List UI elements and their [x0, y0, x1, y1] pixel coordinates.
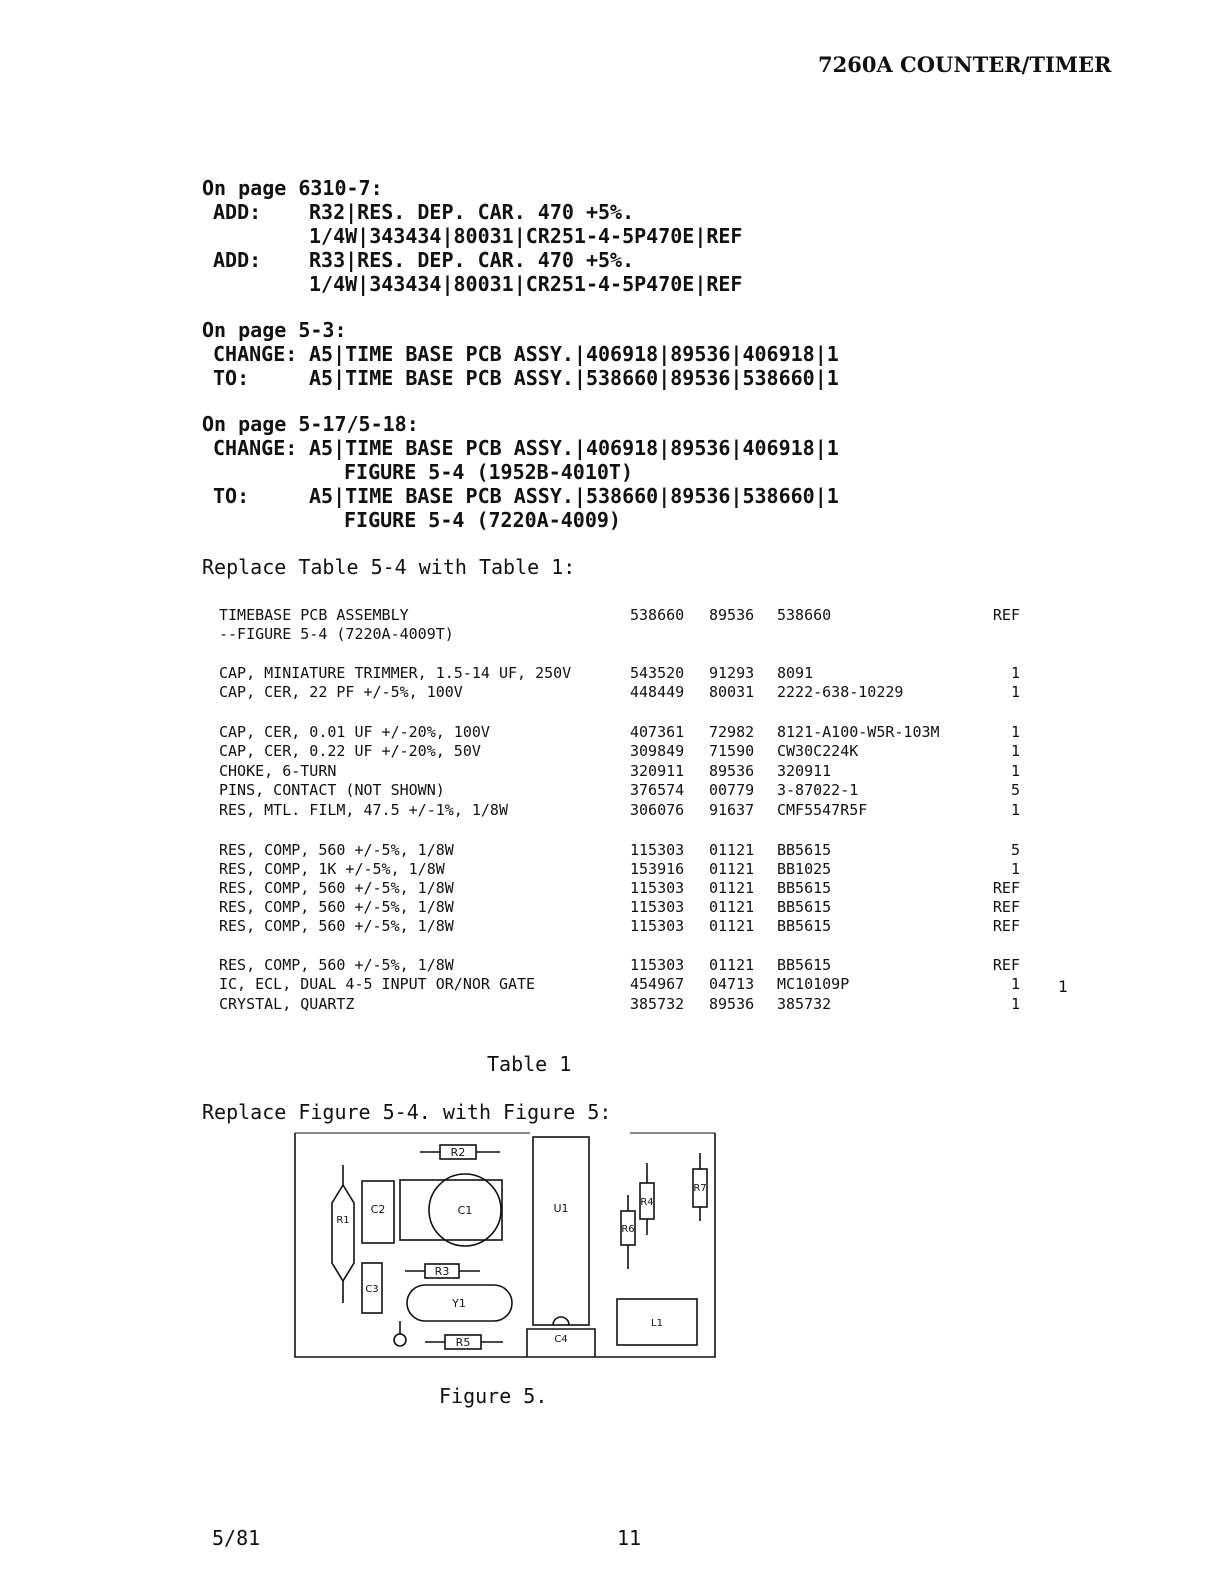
table-cell-mfr-part-number: 8091	[777, 664, 814, 682]
table-cell-mfr-part-number: BB5615	[777, 841, 832, 859]
table-cell-mfr-part-number: CMF5547R5F	[777, 801, 868, 819]
pcb-layout-diagram	[285, 1125, 725, 1365]
table-cell-part-description: CAP, CER, 0.22 UF +/-20%, 50V	[219, 742, 481, 760]
table-cell-mfr-code: 89536	[709, 762, 755, 780]
label-r1: R1	[336, 1215, 350, 1226]
table-cell-part-description: PINS, CONTACT (NOT SHOWN)	[219, 781, 445, 799]
table-cell-mfr-part-number: 2222-638-10229	[777, 683, 904, 701]
table-cell-part-number: 538660	[630, 606, 685, 624]
replace-table-instruction: Replace Table 5-4 with Table 1:	[202, 555, 576, 579]
table-cell-mfr-part-number: MC10109P	[777, 975, 850, 993]
table-cell-quantity: 1	[1010, 723, 1020, 741]
table-cell-quantity: 1	[1010, 860, 1020, 878]
table-cell-part-description: RES, COMP, 560 +/-5%, 1/8W	[219, 956, 454, 974]
line-text: 1/4W|343434|80031|CR251-4-5P470E|REF	[309, 224, 743, 248]
table-cell-part-description: IC, ECL, DUAL 4-5 INPUT OR/NOR GATE	[219, 975, 536, 993]
label-r3: R3	[434, 1265, 450, 1278]
line-label: TO:	[213, 484, 250, 508]
table-cell-mfr-code: 01121	[709, 841, 755, 859]
table-cell-part-description: CAP, CER, 0.01 UF +/-20%, 100V	[219, 723, 490, 741]
page-number: 11	[617, 1526, 642, 1550]
table-cell-part-number: 115303	[630, 879, 685, 897]
table-caption: Table 1	[487, 1052, 572, 1076]
section-heading: On page 5-3:	[202, 318, 347, 342]
line-label: ADD:	[213, 200, 262, 224]
label-c3: C3	[365, 1284, 379, 1295]
line-label: CHANGE:	[213, 342, 298, 366]
table-cell-part-number: 454967	[630, 975, 685, 993]
table-cell-part-description: RES, COMP, 1K +/-5%, 1/8W	[219, 860, 445, 878]
replace-figure-instruction: Replace Figure 5-4. with Figure 5:	[202, 1100, 612, 1124]
label-c1: C1	[457, 1204, 473, 1217]
line-text: A5|TIME BASE PCB ASSY.|538660|89536|538660|1	[309, 366, 839, 390]
table-cell-part-number: 448449	[630, 683, 685, 701]
table-cell-quantity: 1	[1010, 742, 1020, 760]
table-cell-mfr-code: 01121	[709, 898, 755, 916]
label-y1: Y1	[452, 1297, 466, 1310]
table-cell-mfr-part-number: BB5615	[777, 956, 832, 974]
table-cell-part-description: RES, COMP, 560 +/-5%, 1/8W	[219, 917, 454, 935]
label-u1: U1	[553, 1202, 569, 1215]
line-label: TO:	[213, 366, 250, 390]
table-cell-mfr-part-number: 385732	[777, 995, 832, 1013]
table-cell-mfr-code: 91293	[709, 664, 755, 682]
table-cell-mfr-part-number: 320911	[777, 762, 832, 780]
table-cell-quantity: REF	[992, 898, 1020, 916]
table-cell-quantity: 1	[1010, 762, 1020, 780]
table-cell-quantity: REF	[992, 956, 1020, 974]
line-label: CHANGE:	[213, 436, 298, 460]
table-cell-mfr-code: 01121	[709, 860, 755, 878]
line-label: ADD:	[213, 248, 262, 272]
table-cell-quantity: REF	[992, 606, 1020, 624]
table-cell-mfr-part-number: 8121-A100-W5R-103M	[777, 723, 940, 741]
stray-mark: 1	[1058, 977, 1068, 996]
label-r6: R6	[621, 1224, 635, 1235]
table-cell-quantity: 1	[1010, 683, 1020, 701]
table-cell-mfr-part-number: BB5615	[777, 898, 832, 916]
table-cell-mfr-code: 91637	[709, 801, 755, 819]
figure-caption: Figure 5.	[439, 1384, 548, 1408]
line-text: R33|RES. DEP. CAR. 470 +5%.	[309, 248, 635, 272]
table-cell-part-number: 115303	[630, 898, 685, 916]
label-r4: R4	[640, 1197, 654, 1208]
table-cell-part-number: 115303	[630, 841, 685, 859]
table-cell-quantity: 5	[1010, 841, 1020, 859]
table-cell-quantity: REF	[992, 879, 1020, 897]
table-cell-mfr-part-number: CW30C224K	[777, 742, 859, 760]
table-cell-quantity: 1	[1010, 664, 1020, 682]
table-cell-part-number: 543520	[630, 664, 685, 682]
table-cell-part-number: 407361	[630, 723, 685, 741]
table-cell-mfr-part-number: 538660	[777, 606, 832, 624]
table-cell-quantity: 1	[1010, 975, 1020, 993]
table-cell-mfr-part-number: BB5615	[777, 917, 832, 935]
document-header-title: 7260A COUNTER/TIMER	[818, 52, 1112, 77]
table-cell-part-number: 320911	[630, 762, 685, 780]
table-cell-part-description: RES, COMP, 560 +/-5%, 1/8W	[219, 898, 454, 916]
table-cell-mfr-code: 01121	[709, 917, 755, 935]
table-cell-part-description: RES, MTL. FILM, 47.5 +/-1%, 1/8W	[219, 801, 508, 819]
label-l1: L1	[651, 1318, 663, 1329]
label-c4: C4	[554, 1334, 568, 1345]
table-cell-mfr-code: 01121	[709, 879, 755, 897]
table-cell-part-number: 309849	[630, 742, 685, 760]
label-r5: R5	[455, 1336, 471, 1349]
line-text: A5|TIME BASE PCB ASSY.|406918|89536|406918|1	[309, 436, 839, 460]
table-cell-mfr-code: 01121	[709, 956, 755, 974]
table-cell-mfr-code: 71590	[709, 742, 755, 760]
table-cell-mfr-code: 89536	[709, 606, 755, 624]
table-cell-part-description: RES, COMP, 560 +/-5%, 1/8W	[219, 879, 454, 897]
table-cell-mfr-code: 72982	[709, 723, 755, 741]
table-cell-mfr-code: 04713	[709, 975, 755, 993]
table-cell-mfr-code: 80031	[709, 683, 755, 701]
line-text: 1/4W|343434|80031|CR251-4-5P470E|REF	[309, 272, 743, 296]
line-text: A5|TIME BASE PCB ASSY.|406918|89536|406918|1	[309, 342, 839, 366]
table-cell-quantity: 1	[1010, 995, 1020, 1013]
table-cell-part-number: 306076	[630, 801, 685, 819]
table-cell-mfr-code: 00779	[709, 781, 755, 799]
table-cell-part-description: RES, COMP, 560 +/-5%, 1/8W	[219, 841, 454, 859]
table-cell-part-description: CHOKE, 6-TURN	[219, 762, 337, 780]
table-cell-part-description: TIMEBASE PCB ASSEMBLY	[219, 606, 409, 624]
section-heading: On page 5-17/5-18:	[202, 412, 419, 436]
table-cell-quantity: 1	[1010, 801, 1020, 819]
label-c2: C2	[370, 1203, 386, 1216]
table-cell-part-number: 115303	[630, 956, 685, 974]
table-cell-mfr-part-number: BB1025	[777, 860, 832, 878]
table-cell-part-number: 153916	[630, 860, 685, 878]
table-cell-part-number: 115303	[630, 917, 685, 935]
table-cell-mfr-code: 89536	[709, 995, 755, 1013]
table-cell-quantity: REF	[992, 917, 1020, 935]
label-r2: R2	[450, 1146, 466, 1159]
table-cell-part-number: 385732	[630, 995, 685, 1013]
table-cell-part-number: 376574	[630, 781, 685, 799]
table-cell-part-description: CAP, CER, 22 PF +/-5%, 100V	[219, 683, 463, 701]
table-cell-quantity: 5	[1010, 781, 1020, 799]
footer-date: 5/81	[212, 1526, 261, 1550]
line-text: R32|RES. DEP. CAR. 470 +5%.	[309, 200, 635, 224]
table-cell-part-description: CAP, MINIATURE TRIMMER, 1.5-14 UF, 250V	[219, 664, 572, 682]
line-text: FIGURE 5-4 (7220A-4009)	[344, 508, 621, 532]
table-cell-mfr-part-number: 3-87022-1	[777, 781, 859, 799]
label-r7: R7	[693, 1183, 707, 1194]
line-text: A5|TIME BASE PCB ASSY.|538660|89536|538660|1	[309, 484, 839, 508]
section-heading: On page 6310-7:	[202, 176, 383, 200]
line-text: FIGURE 5-4 (1952B-4010T)	[344, 460, 633, 484]
table-cell-part-description: --FIGURE 5-4 (7220A-4009T)	[219, 625, 454, 643]
table-cell-mfr-part-number: BB5615	[777, 879, 832, 897]
table-cell-part-description: CRYSTAL, QUARTZ	[219, 995, 355, 1013]
